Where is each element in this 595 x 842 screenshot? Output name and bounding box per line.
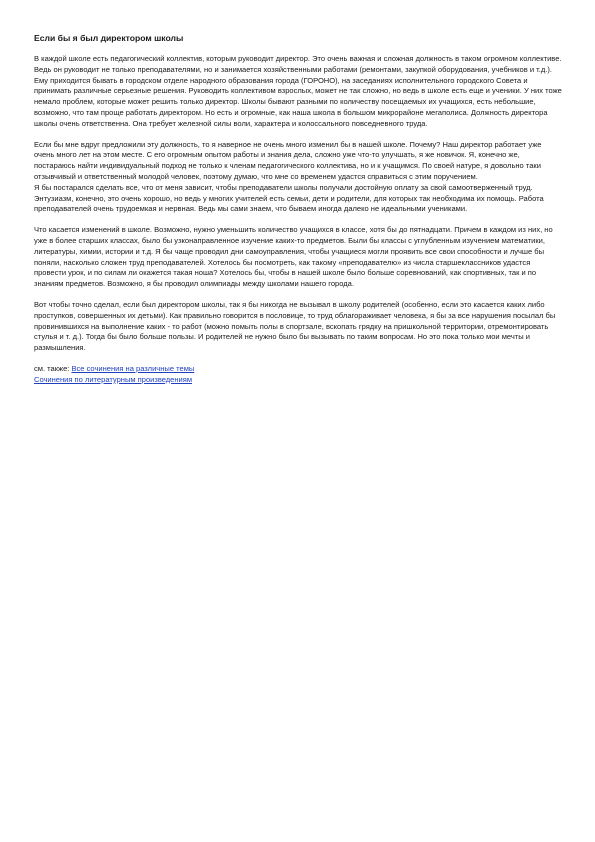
link-literature-essays[interactable]: Сочинения по литературным произведениям — [34, 374, 193, 384]
see-also-section — [34, 364, 562, 386]
document-content — [34, 32, 562, 386]
document-title: Если бы я был директором школы — [34, 33, 184, 43]
link-all-essays[interactable]: Все сочинения на различные темы — [71, 363, 195, 373]
see-also-label: см. также: — [34, 363, 72, 373]
paragraph-4: Вот чтобы точно сделал, если был директором школы, так я бы никогда не вызывал в школу родителей (особенно, если это касается каких либо проступков, совершенных их детьми). Как правильно говорится в пословице, то труд облагораживает человека, я бы за все нарушения посылал бы провинившихся на выполнение каких - то работ (можно помыть полы в спортзале, вскопать грядку на пришкольной территории, отремонтировать стулья и т. д.). Тогда бы было больше пользы. И родителей не нужно было бы вызывать по таким вопросам. Но это пока только мои мечты и размышления. — [34, 299, 556, 353]
paragraph-3: Что касается изменений в школе. Возможно, нужно уменьшить количество учащихся в классе, хотя бы до пятнадцати. Причем в каждом из них, но уже в более старших классах, было бы узконаправленное изучение каких-то предметов. Были бы классы с углубленным изучением математики, литературы, химии, истории и т.д. Я бы чаще проводил дни самоуправления, чтобы учащиеся могли проявить все свои способности и лучше бы поняли, насколько сложен труд преподавателей. Хотелось бы посмотреть, как такому «преподавателю» из числа старшеклассников удастся провести урок, и по силам ли окажется такая ноша? Хотелось бы, чтобы в нашей школе было больше соревнований, как спортивных, так и по знаниям предметов. Возможно, я бы проводил олимпиады между школами нашего города. — [34, 225, 553, 289]
paragraph-2 — [34, 140, 562, 216]
paragraph-1: В каждой школе есть педагогический коллектив, которым руководит директор. Это очень важная и сложная должность в таком огромном коллективе. Ведь он руководит не только преподавателями, но и занимается хозяйственными работами (ремонтами, закупкой оборудования, учебников и т.д.). Ему приходится бывать в городском отделе народного образования города (ГОРОНО), на заседаниях исполнительного городского Совета и принимать различные серьезные решения. Руководить коллективом взрослых, может не так сложно, но ведь в школе есть еще и ученики. У них тоже немало проблем, которые может решить только директор. Школы бывают разными по количеству посещаемых их учащихся, есть небольшие, возможно, что там проще работать директором. Но есть и огромные, как наша школа в большом микрорайоне мегаполиса. Должность директора школы очень ответственна. Она требует железной силы воли, характера и колоссального повседневного труда. — [34, 54, 562, 128]
paragraph-2-text: Если бы мне вдруг предложили эту должность, то я наверное не очень много изменил бы в нашей школе. Почему? Наш директор работает уже очень много лет на этом месте. С его огромным опытом работы и знания дела, сложно уже что-то улучшать, я же новичок. Я, конечно же, постараюсь найти индивидуальный подход не только к членам педагогического коллектива, но и к учащимся. По своей натуре, я довольно таки отзывчивый и ответственный молодой человек, поэтому думаю, что мне со временем удастся справиться с этим поручением. Я бы постарался сделать все, что от меня зависит, чтобы преподаватели школы получали достойную оплату за свой самоотверженный труд. Энтузиазм, конечно, это очень хорошо, но ведь у многих учителей есть семьи, дети и родители, для которых так необходима их помощь. Работа преподавателей очень трудоемкая и нервная. Ведь мы сами знаем, что бываем иногда далеко не идеальными учениками. — [34, 139, 544, 214]
see-also-line-2 — [34, 375, 562, 386]
see-also-line-1 — [34, 364, 562, 375]
